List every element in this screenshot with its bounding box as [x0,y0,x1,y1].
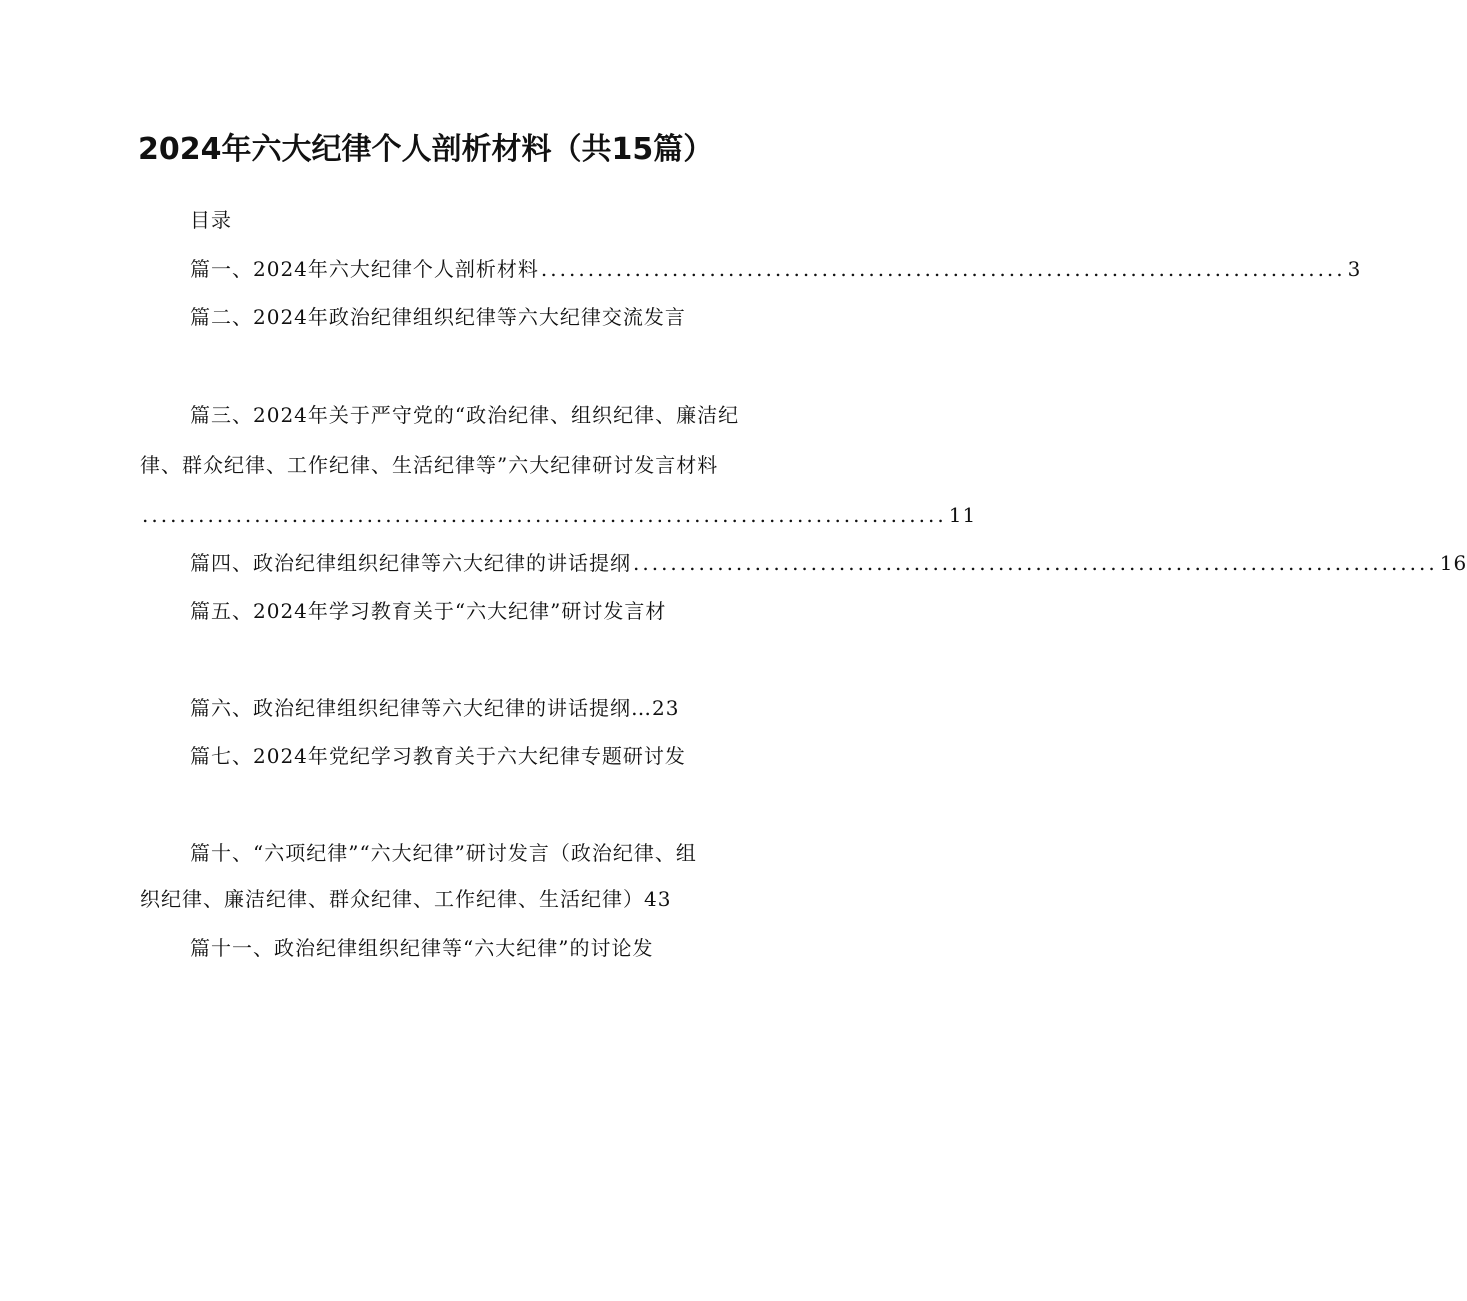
toc-entry-4[interactable] [190,548,1467,578]
toc-entry-11[interactable]: 篇十一、政治纪律组织纪律等“六大纪律”的讨论发 [190,936,654,960]
toc-entry-7[interactable]: 篇七、2024年党纪学习教育关于六大纪律专题研讨发 [190,744,686,768]
toc-entry-3-leader: ...................................................................................... [142,503,947,527]
toc-entry-1[interactable] [190,254,1362,284]
toc-heading: 目录 [190,208,232,232]
toc-entry-4-text: 篇四、政治纪律组织纪律等六大纪律的讲话提纲 [190,551,631,575]
document-title: 2024年六大纪律个人剖析材料（共15篇） [138,132,714,167]
toc-entry-1-page: 3 [1347,257,1362,281]
toc-entry-10-line-2[interactable]: 织纪律、廉洁纪律、群众纪律、工作纪律、生活纪律）43 [140,887,672,911]
toc-entry-3-line-1[interactable]: 篇三、2024年关于严守党的“政治纪律、组织纪律、廉洁纪 [190,403,740,427]
toc-entry-4-page: 16 [1439,551,1467,575]
toc-entry-6[interactable]: 篇六、政治纪律组织纪律等六大纪律的讲话提纲…23 [190,696,680,720]
toc-entry-10-line-1[interactable]: 篇十、“六项纪律”“六大纪律”研讨发言（政治纪律、组 [190,841,697,865]
toc-entry-5[interactable]: 篇五、2024年学习教育关于“六大纪律”研讨发言材 [190,599,667,623]
toc-entry-1-leader: ...................................................................................... [540,257,1346,281]
toc-entry-1-text: 篇一、2024年六大纪律个人剖析材料 [190,257,539,281]
toc-entry-2[interactable]: 篇二、2024年政治纪律组织纪律等六大纪律交流发言 [190,305,686,329]
toc-entry-3-leader-line[interactable] [140,500,977,530]
toc-entry-3-page: 11 [948,503,977,527]
toc-entry-3-line-2[interactable]: 律、群众纪律、工作纪律、生活纪律等”六大纪律研讨发言材料 [140,453,719,477]
toc-entry-4-leader: ...................................................................................... [633,551,1438,575]
